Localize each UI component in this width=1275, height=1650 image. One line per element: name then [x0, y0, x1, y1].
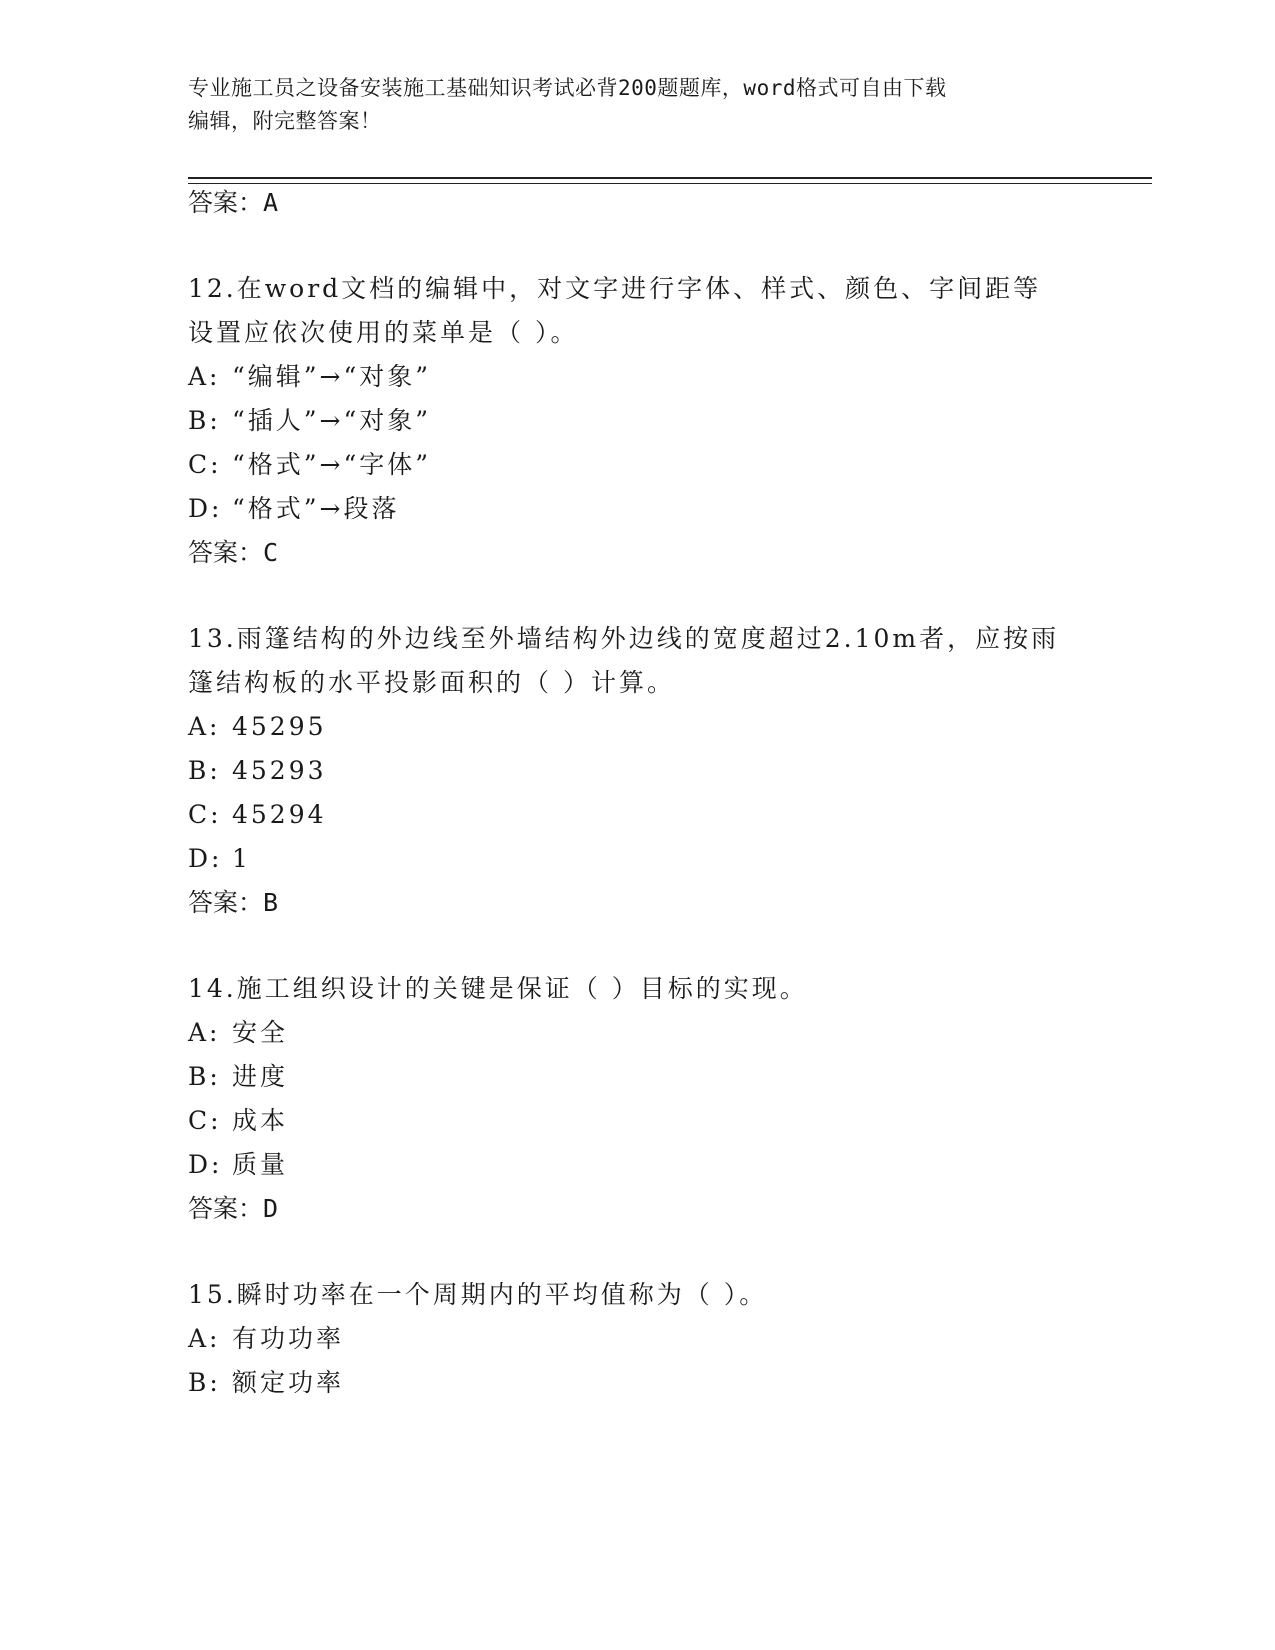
option-letter: D:	[188, 1150, 223, 1179]
answer-label: 答案：	[188, 538, 264, 567]
question-13-line-1: 13.雨篷结构的外边线至外墙结构外边线的宽度超过2.10m者，应按雨	[188, 624, 1060, 653]
header-line-1: 专业施工员之设备安装施工基础知识考试必背200题题库，word格式可自由下载	[188, 76, 947, 100]
option-text: 进度	[232, 1062, 289, 1091]
option-14-a	[188, 1016, 288, 1050]
option-letter: A:	[188, 362, 221, 391]
option-letter: A:	[188, 712, 221, 741]
option-text: “插人”→“对象”	[232, 406, 432, 435]
header-line-2: 编辑，附完整答案！	[188, 109, 382, 133]
option-14-d	[188, 1148, 288, 1182]
option-letter: D:	[188, 844, 223, 873]
answer-line	[188, 1192, 278, 1226]
option-text: 质量	[232, 1150, 289, 1179]
option-14-c	[188, 1104, 288, 1138]
option-letter: C:	[188, 1106, 222, 1135]
header-divider-thin	[188, 183, 1152, 184]
option-letter: B:	[188, 406, 221, 435]
question-15-line-1: 15.瞬时功率在一个周期内的平均值称为（ ）。	[188, 1280, 768, 1309]
option-letter: A:	[188, 1324, 221, 1353]
option-12-b	[188, 404, 431, 438]
option-15-a	[188, 1322, 344, 1356]
option-12-d	[188, 492, 400, 526]
answer-value: A	[263, 188, 279, 217]
answer-line	[188, 186, 278, 220]
option-text: 45294	[232, 800, 327, 829]
header-divider	[188, 177, 1152, 179]
option-text: 45293	[232, 756, 327, 785]
option-12-c	[188, 448, 431, 482]
option-text: 1	[232, 844, 251, 873]
answer-label: 答案：	[188, 188, 264, 217]
option-13-b	[188, 754, 327, 788]
option-text: “编辑”→“对象”	[232, 362, 432, 391]
answer-value: C	[263, 538, 279, 567]
option-text: 成本	[232, 1106, 289, 1135]
document-header	[188, 72, 1088, 138]
option-text: 45295	[232, 712, 327, 741]
answer-value: D	[263, 1194, 279, 1223]
question-12-line-1: 12.在word文档的编辑中，对文字进行字体、样式、颜色、字间距等	[188, 274, 1042, 303]
option-text: 有功功率	[232, 1324, 345, 1353]
option-13-d	[188, 842, 251, 876]
answer-label: 答案：	[188, 888, 264, 917]
option-text: 安全	[232, 1018, 289, 1047]
answer-line	[188, 886, 278, 920]
option-13-a	[188, 710, 327, 744]
option-text: 额定功率	[232, 1368, 345, 1397]
option-14-b	[188, 1060, 288, 1094]
option-letter: D:	[188, 494, 223, 523]
option-letter: B:	[188, 1062, 221, 1091]
question-14-line-1: 14.施工组织设计的关键是保证（ ）目标的实现。	[188, 974, 808, 1003]
option-letter: C:	[188, 800, 222, 829]
answer-label: 答案：	[188, 1194, 264, 1223]
option-letter: B:	[188, 756, 221, 785]
option-text: “格式”→段落	[232, 494, 400, 523]
question-12-line-2: 设置应依次使用的菜单是（ ）。	[188, 318, 579, 347]
option-12-a	[188, 360, 431, 394]
option-letter: C:	[188, 450, 222, 479]
option-text: “格式”→“字体”	[232, 450, 432, 479]
answer-line	[188, 536, 278, 570]
answer-value: B	[263, 888, 279, 917]
option-15-b	[188, 1366, 344, 1400]
option-letter: A:	[188, 1018, 221, 1047]
question-13-line-2: 篷结构板的水平投影面积的（ ）计算。	[188, 668, 675, 697]
option-letter: B:	[188, 1368, 221, 1397]
option-13-c	[188, 798, 327, 832]
